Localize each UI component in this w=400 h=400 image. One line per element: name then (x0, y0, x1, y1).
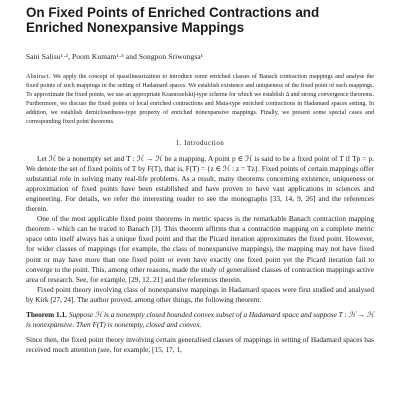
abstract-label: Abstract. (26, 74, 51, 80)
paper-title: On Fixed Points of Enriched Contractions and Enriched Nonexpansive Mappings (26, 5, 320, 35)
paragraph: Fixed point theory involving class of nonexpansive mappings in Hadamard spaces were first studied and analysed by Kirk [27, 24]. The author proved, among other things, the following theorem. (26, 284, 374, 304)
paragraph: Since then, the fixed point theory involving certain generalised classes of mappings in setting of Hadamard spaces has received much attention (see, for example, [15, 17, 1, (26, 334, 374, 355)
paragraph: One of the most applicable fixed point theorems in metric spaces is the remarkable Banach contraction mapping theorem - which can be traced to Banach [3]. This theorem affirms that a contraction mapping on a complete metric space onto itself always has a unique fixed point and that the Picard iteration approximates the fixed point. However, for wider classes of mappings (for example, the class of nonexpansive mappings), the mapping may not have fixed point or may have more than one fixed point or even have exactly one fixed point yet the Picard iteration fail to converge to the point. This, among other reasons, made the study of generalised classes of contraction mappings active area of research. See, for example, [29, 12, 21] and the references therein. (26, 214, 374, 284)
author-list: Sani Salisu¹·², Poom Kumam¹·³ and Songpon Sriwongsa¹ (26, 52, 204, 61)
theorem-statement: Suppose ℋ is a nonempty closed bounded convex subset of a Hadamard space and suppose T : ℋ → ℋ is nonexpansive. Then F(T) is nonempty, closed and convex. (26, 309, 375, 329)
abstract-text: We apply the concept of quasilinearization to introduce some enriched classes of Banach contraction mappings and analyse the fixed points of such mappings in the setting of Hadamard spaces. We establish existence and uniqueness of the fixed point of such mappings. To approximate the fixed points, we use an appropriate Krasnoselskij-type scheme for which we establish Δ and strong convergence theorems. Furthermore, we discuss the fixed points of local enriched contractions and Maia-type enriched contractions in Hadamard spaces setting. In addition, we establish demiclosedness-type property of enriched nonexpansive mappings. Finally, we present some special cases and corresponding fixed point theorems. (26, 74, 374, 126)
section-heading-introduction: 1. Introduction (175, 139, 225, 147)
paragraph: Let ℋ be a nonempty set and T : ℋ → ℋ be a mapping. A point p ∈ ℋ is said to be a fixed point of T if Tp = p. We denote the set of fixed points of T by F(T), that is, F(T) = {z ∈ ℋ : z = Tz}. Fixed points of certain mappings offer substantial role in solving many real-life problems. As a result, many theorems concerning existence, uniqueness or approximation of fixed points have been established and have proven to have vast applications in sciences and engineering. For details, we refer the interesting reader to see the monographs [33, 14, 9, 26] and the references therein. (26, 153, 374, 214)
theorem-block (26, 310, 374, 330)
abstract (26, 73, 374, 128)
theorem-label: Theorem 1.1. (26, 309, 68, 319)
